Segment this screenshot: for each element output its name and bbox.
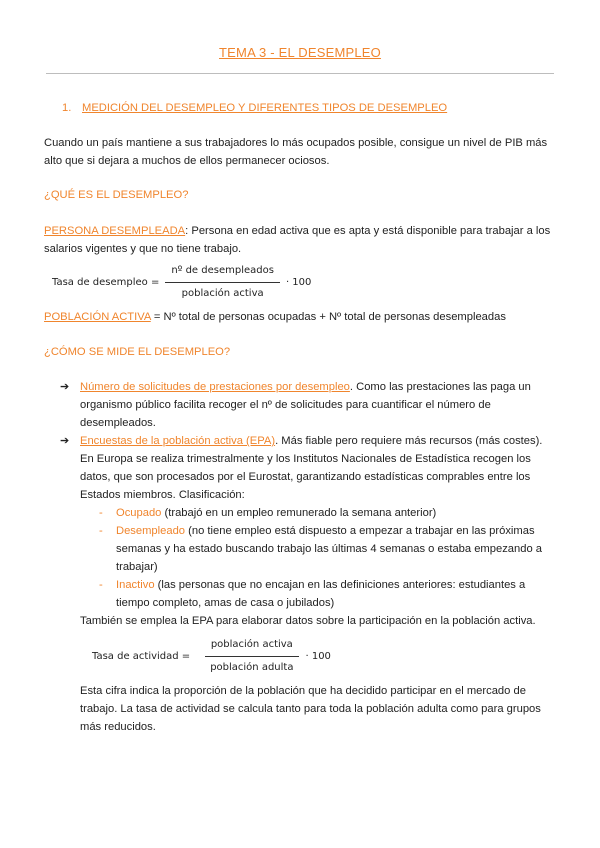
sub-2-line-2: semanas y ha estado buscando trabajo las últimas 4 semanas o estaba empezando a	[116, 543, 543, 555]
persona-desempleada-def: : Persona en edad activa que es apta y está disponible para trabajar a los	[185, 225, 551, 237]
sub-3-text: (las personas que no encajan en las definiciones anteriores: estudiantes a	[154, 579, 526, 591]
persona-desempleada-term: PERSONA DESEMPLEADA	[44, 225, 186, 237]
intro-line-1: Cuando un país mantiene a sus trabajadores lo más ocupados posible, consigue un nivel de PIB más	[44, 137, 548, 149]
bullet-1-term: Número de solicitudes de prestaciones por desempleo	[80, 381, 350, 393]
bullet-1-text: . Como las prestaciones las paga un	[349, 381, 531, 393]
sub-3-line-2: tiempo completo, amas de casa o jubilados)	[116, 597, 335, 609]
title-divider	[46, 73, 554, 74]
formula-1-denominator: población activa	[181, 288, 264, 299]
sub-2-line-3: trabajar)	[116, 561, 158, 573]
bullet-1-line-2: organismo público facilita recoger el nº de solicitudes para cuantificar el número de	[80, 399, 491, 411]
persona-desempleada-paragraph	[44, 222, 557, 240]
poblacion-activa-term: POBLACIÓN ACTIVA	[44, 311, 151, 323]
arrow-bullet-icon: ➔	[60, 381, 70, 393]
closing-line-2: trabajo. La tasa de actividad se calcula tanto para toda la población adulta como para grupos	[80, 703, 541, 715]
formula-2-factor: · 100	[305, 650, 331, 662]
sub-1-dash: -	[99, 507, 103, 519]
arrow-bullet-icon: ➔	[60, 435, 70, 447]
bullet-2-text: . Más fiable pero requiere más recursos (más costes).	[275, 435, 543, 447]
formula-1-numerator: nº de desempleados	[165, 262, 280, 283]
bullet-1-line-1	[80, 378, 557, 396]
sub-2-dash: -	[99, 525, 103, 537]
poblacion-activa-def: = Nº total de personas ocupadas + Nº total de personas desempleadas	[150, 311, 506, 323]
formula-1-label: Tasa de desempleo =	[52, 276, 160, 288]
closing-line-1: Esta cifra indica la proporción de la población que ha decidido participar en el mercado de	[80, 685, 526, 697]
page-title: TEMA 3 - EL DESEMPLEO	[219, 45, 381, 60]
sub-1-line	[116, 504, 557, 522]
question-heading-1: ¿QUÉ ES EL DESEMPLEO?	[44, 189, 189, 201]
poblacion-activa-paragraph	[44, 308, 557, 326]
section-number: 1.	[62, 102, 72, 114]
formula-2-numerator: población activa	[205, 636, 299, 657]
sub-2-term: Desempleado	[116, 525, 186, 537]
sub-1-term: Ocupado	[116, 507, 162, 519]
bullet-2-line-4: Estados miembros. Clasificación:	[80, 489, 245, 501]
sub-2-line-1	[116, 522, 557, 540]
bullet-2-line-2: En Europa se realiza trimestralmente y los Institutos Nacionales de Estadística recogen los	[80, 453, 531, 465]
sub-1-text: (trabajó en un empleo remunerado la semana anterior)	[161, 507, 437, 519]
formula-1-fraction	[165, 262, 280, 303]
persona-desempleada-line-2: salarios vigentes y que no tiene trabajo.	[44, 243, 242, 255]
formula-2-fraction	[204, 636, 299, 677]
question-heading-2: ¿CÓMO SE MIDE EL DESEMPLEO?	[44, 346, 231, 358]
formula-2-label: Tasa de actividad =	[92, 650, 191, 662]
formula-2-denominator: población adulta	[210, 662, 294, 673]
section-heading: MEDICIÓN DEL DESEMPLEO Y DIFERENTES TIPOS DE DESEMPLEO	[82, 102, 448, 114]
sub-2-text: (no tiene empleo está dispuesto a empezar a trabajar en las próximas	[185, 525, 535, 537]
bullet-2-line-3: datos, que son procesados por el Eurostat, garantizando estadísticas comprables entre los	[80, 471, 531, 483]
formula-tasa-desempleo	[52, 262, 311, 303]
formula-tasa-actividad	[92, 636, 331, 677]
intro-line-2: alto que si dejara a muchos de ellos permanecer ociosos.	[44, 155, 330, 167]
bullet-1-line-3: desempleados.	[80, 417, 156, 429]
sub-3-dash: -	[99, 579, 103, 591]
epa-participation-line: También se emplea la EPA para elaborar datos sobre la participación en la población activa.	[80, 615, 536, 627]
bullet-2-term: Encuestas de la población activa (EPA)	[80, 435, 276, 447]
closing-line-3: más reducidos.	[80, 721, 156, 733]
sub-3-term: Inactivo	[116, 579, 155, 591]
sub-3-line-1	[116, 576, 557, 594]
bullet-2-line-1	[80, 432, 557, 450]
formula-1-factor: · 100	[285, 276, 312, 288]
